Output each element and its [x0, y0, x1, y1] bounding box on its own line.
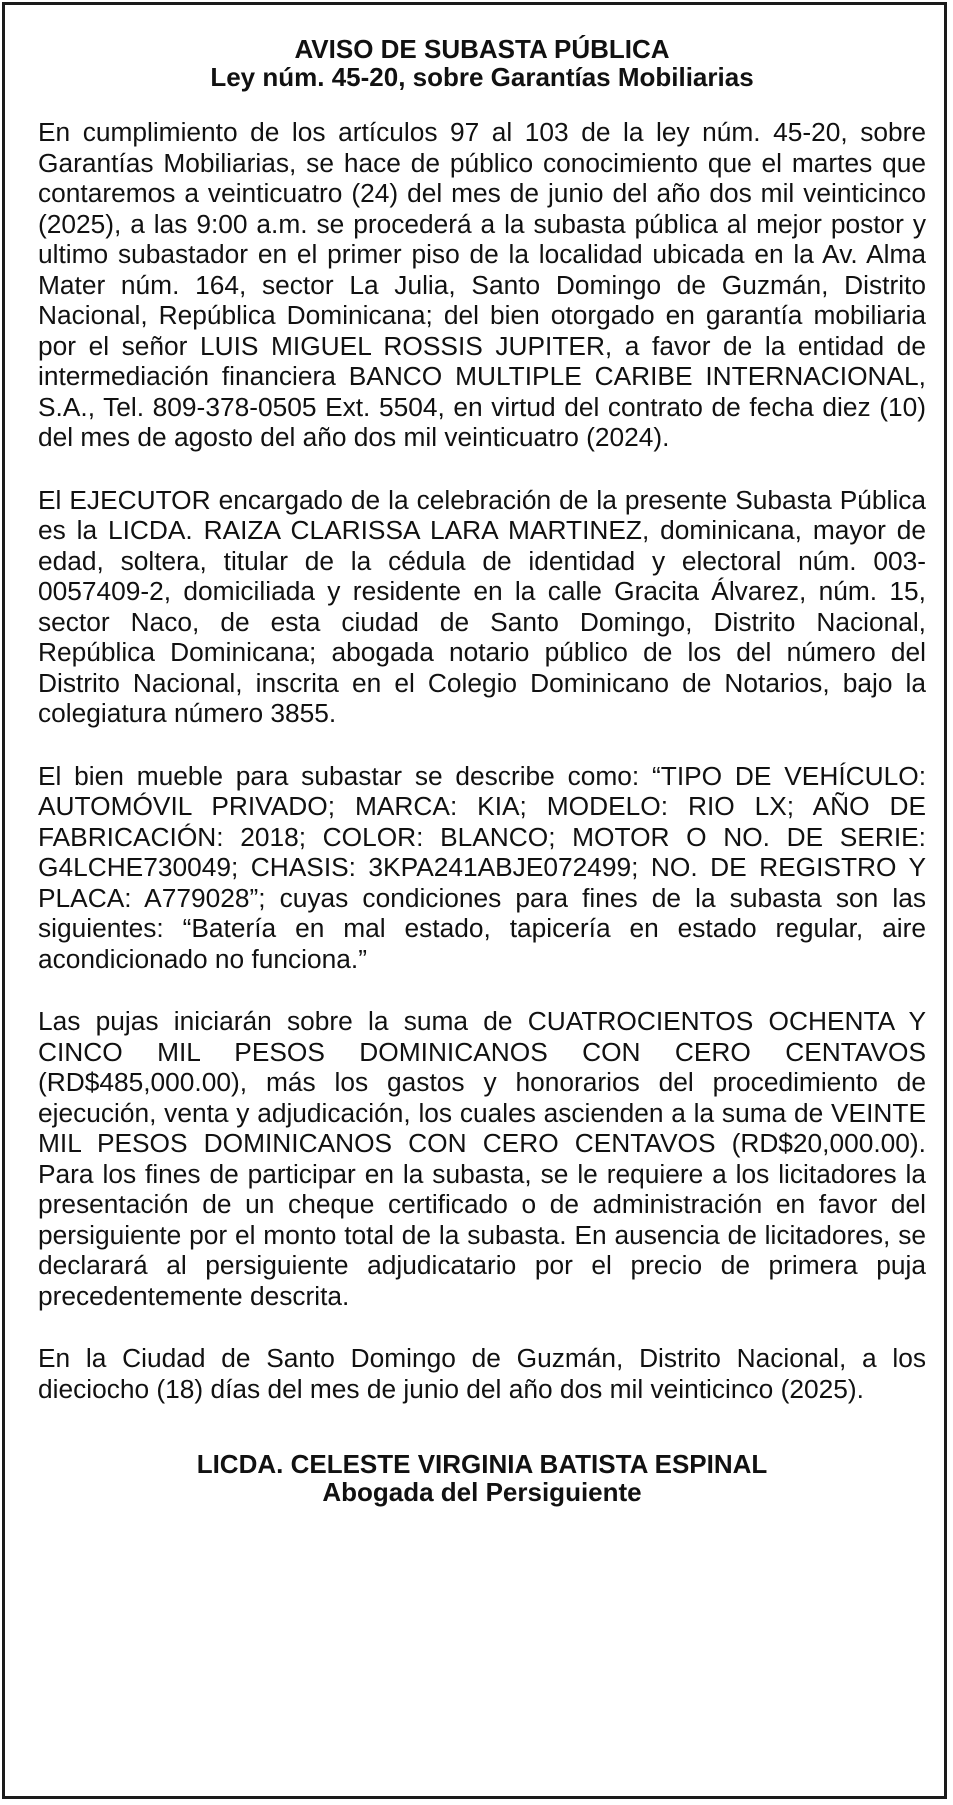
notice-frame — [2, 2, 947, 1799]
signature-block — [38, 1450, 926, 1506]
notice-title: AVISO DE SUBASTA PÚBLICA — [294, 34, 670, 64]
signature-name: LICDA. CELESTE VIRGINIA BATISTA ESPINAL — [196, 1449, 768, 1479]
paragraph-executor: El EJECUTOR encargado de la celebración de la presente Subasta Pública es la LICDA. RAIZA CLARISSA LARA MARTINEZ, dominicana, mayor de edad, soltera, titular de la cédula de identidad y electoral núm. 003-0057409-2, domiciliada y residente en la calle Gracita Álvarez, núm. 15, sector Naco, de esta ciudad de Santo Domingo, Distrito Nacional, República Dominicana; abogada notario público de los del número del Distrito Nacional, inscrita en el Colegio Dominicano de Notarios, bajo la colegiatura número 3855. — [38, 484, 926, 728]
paragraph-vehicle-description: El bien mueble para subastar se describe como: “TIPO DE VEHÍCULO: AUTOMÓVIL PRIVADO; MARCA: KIA; MODELO: RIO LX; AÑO DE FABRICACIÓN: 2018; COLOR: BLANCO; MOTOR O NO. DE SERIE: G4LCHE730049; CHASIS: 3KPA241ABJE072499; NO. DE REGISTRO Y PLACA: A779028”; cuyas condiciones para fines de la subasta son las siguientes: “Batería en mal estado, tapicería en estado regular, aire acondicionado no funciona.” — [38, 760, 926, 974]
notice-subtitle: Ley núm. 45-20, sobre Garantías Mobiliarias — [210, 62, 754, 92]
notice-content — [38, 35, 926, 1506]
paragraph-date-place: En la Ciudad de Santo Domingo de Guzmán, Distrito Nacional, a los dieciocho (18) días del mes de junio del año dos mil veinticinco (2025). — [38, 1343, 926, 1404]
signature-role: Abogada del Persiguiente — [322, 1477, 642, 1507]
paragraph-bidding-terms: Las pujas iniciarán sobre la suma de CUATROCIENTOS OCHENTA Y CINCO MIL PESOS DOMINICANOS CON CERO CENTAVOS (RD$485,000.00), más los gastos y honorarios del procedimiento de ejecución, venta y adjudicación, los cuales ascienden a la suma de VEINTE MIL PESOS DOMINICANOS CON CERO CENTAVOS (RD$20,000.00). Para los fines de participar en la subasta, se le requiere a los licitadores la presentación de un cheque certificado o de administración en favor del persiguiente por el monto total de la subasta. En ausencia de licitadores, se declarará al persiguiente adjudicatario por el precio de primera puja precedentemente descrita. — [38, 1006, 926, 1311]
paragraph-auction-announcement: En cumplimiento de los artículos 97 al 103 de la ley núm. 45-20, sobre Garantías Mobiliarias, se hace de público conocimiento que el martes que contaremos a veinticuatro (24) del mes de junio del año dos mil veinticinco (2025), a las 9:00 a.m. se procederá a la subasta pública al mejor postor y ultimo subastador en el primer piso de la localidad ubicada en la Av. Alma Mater núm. 164, sector La Julia, Santo Domingo de Guzmán, Distrito Nacional, República Dominicana; del bien otorgado en garantía mobiliaria por el señor LUIS MIGUEL ROSSIS JUPITER, a favor de la entidad de intermediación financiera BANCO MULTIPLE CARIBE INTERNACIONAL, S.A., Tel. 809-378-0505 Ext. 5504, en virtud del contrato de fecha diez (10) del mes de agosto del año dos mil veinticuatro (2024). — [38, 117, 926, 452]
